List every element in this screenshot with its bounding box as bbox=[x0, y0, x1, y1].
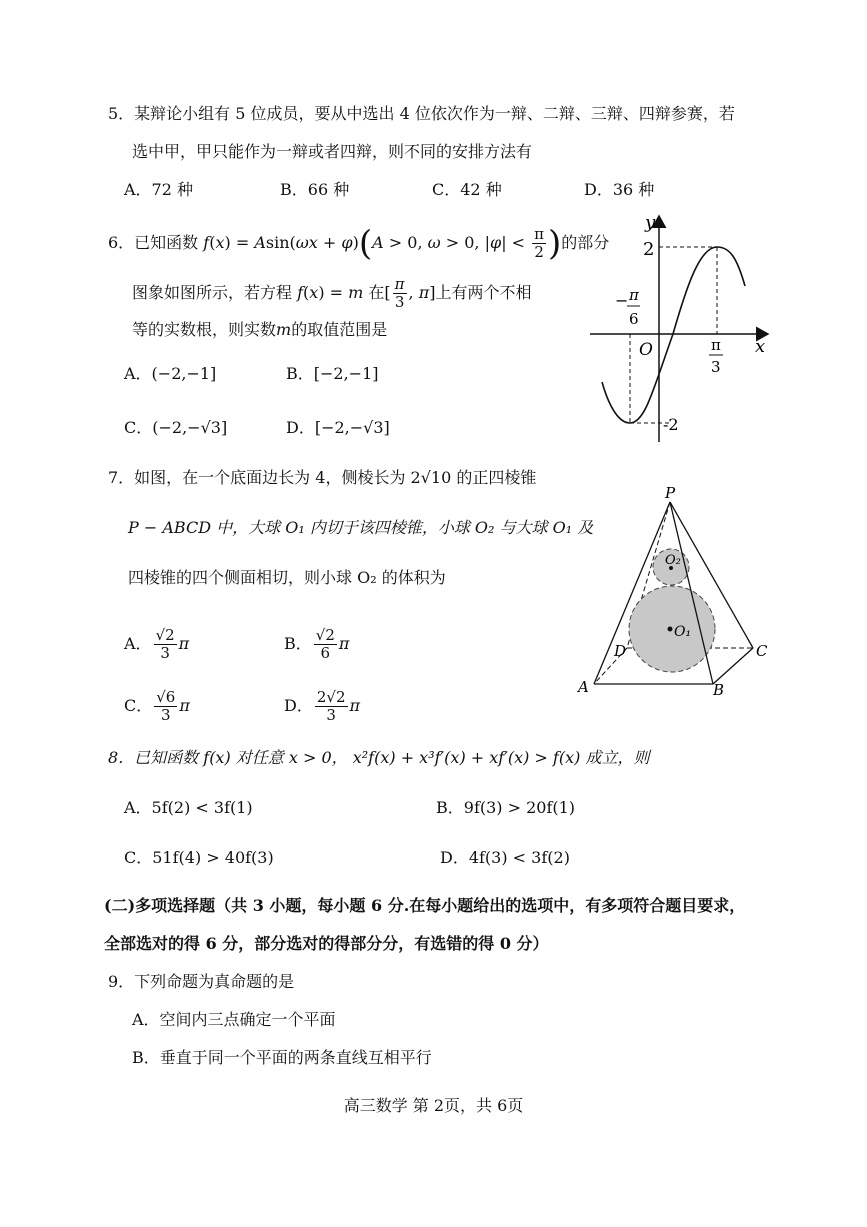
q6-sine-graph bbox=[585, 210, 785, 450]
q6-option-c: C．(−2,−√3] bbox=[124, 418, 228, 437]
q7-edge-value: 2√10 bbox=[410, 468, 452, 487]
origin-label: O bbox=[639, 340, 653, 360]
q8-option-a: A．5f(2) < 3f(1) bbox=[124, 798, 253, 817]
q6-suffix: 的部分 bbox=[561, 233, 610, 252]
label-P: P bbox=[665, 484, 676, 502]
q6-stem-line2: 图象如图所示，若方程 f(x) = m 在[ $\frac{\pi}{3}$ , π]上有两个不相 bbox=[132, 275, 532, 311]
label-O2: O₂ bbox=[665, 553, 681, 568]
q5-stem-line2: 选中甲，甲只能作为一辩或者四辩，则不同的安排方法有 bbox=[132, 142, 533, 161]
q5-stem-line1: 5．某辩论小组有 5 位成员，要从中选出 4 位依次作为一辩、二辩、三辩、四辩参赛，若 bbox=[108, 104, 735, 123]
q9-option-b: B．垂直于同一个平面的两条直线互相平行 bbox=[132, 1048, 432, 1067]
y-label: y bbox=[645, 212, 656, 233]
q7-option-c: C． $\frac{√6}{3}$ π bbox=[124, 688, 190, 724]
q6-stem-line3: 等的实数根，则实数m的取值范围是 bbox=[132, 320, 388, 339]
q7-stem-line3: 四棱锥的四个侧面相切，则小球 O₂ 的体积为 bbox=[128, 568, 446, 587]
q6-line2-a: 图象如图所示，若方程 bbox=[132, 283, 293, 302]
q5-option-b: B．66 种 bbox=[280, 180, 350, 199]
svg-text:π: π bbox=[629, 286, 639, 304]
q6-option-a: A．(−2,−1] bbox=[124, 364, 217, 383]
label-C: C bbox=[756, 642, 768, 660]
q7-option-b: B． $\frac{√2}{6}$ π bbox=[284, 626, 350, 662]
x-label: x bbox=[755, 336, 766, 357]
label-A: A bbox=[578, 678, 589, 696]
q6-prefix: 6．已知函数 bbox=[108, 233, 199, 252]
label-B: B bbox=[713, 681, 725, 699]
svg-text:3: 3 bbox=[711, 358, 721, 376]
q9-option-a: A．空间内三点确定一个平面 bbox=[132, 1010, 336, 1029]
q6-stem-line1: 6．已知函数 f(x) = Asin(ωx + φ)(A > 0, ω > 0, |φ| < $\frac{\pi}{2}$ )的部分 bbox=[108, 223, 610, 264]
q5-option-c: C．42 种 bbox=[432, 180, 502, 199]
q9-stem: 9．下列命题为真命题的是 bbox=[108, 972, 295, 991]
q7-stem-line1: 7．如图，在一个底面边长为 4，侧棱长为 2√10 的正四棱锥 bbox=[108, 468, 537, 487]
q8-stem: 8．已知函数 f(x) 对任意 x > 0， x²f(x) + x³f′(x) + xf′(x) > f(x) 成立，则 bbox=[108, 748, 650, 767]
xneg-tick-label bbox=[615, 286, 640, 328]
q8-option-b: B．9f(3) > 20f(1) bbox=[436, 798, 576, 817]
q7-pyramid-figure bbox=[570, 482, 770, 702]
q5-option-a: A．72 种 bbox=[124, 180, 194, 199]
svg-text:6: 6 bbox=[629, 310, 639, 328]
sine-curve bbox=[602, 247, 745, 423]
q8-option-d: D．4f(3) < 3f(2) bbox=[440, 848, 570, 867]
q6-line2-b: 在 bbox=[368, 283, 385, 302]
q7-option-a: A． $\frac{√2}{3}$ π bbox=[124, 626, 190, 662]
q6-line2-c: 上有两个不相 bbox=[435, 283, 532, 302]
edge-BC bbox=[713, 648, 753, 684]
q6-option-b: B．[−2,−1] bbox=[286, 364, 379, 383]
q6-option-d: D．[−2,−√3] bbox=[286, 418, 390, 437]
label-D: D bbox=[614, 642, 627, 660]
q5-option-d: D．36 种 bbox=[584, 180, 655, 199]
svg-text:π: π bbox=[711, 336, 721, 354]
ymax-label: 2 bbox=[643, 239, 655, 260]
page-footer: 高三数学 第 2页，共 6页 bbox=[343, 1096, 524, 1115]
section2-header-line2: 全部选对的得 6 分，部分选对的得部分分，有选错的得 0 分） bbox=[104, 934, 549, 953]
q7-option-d: D． $\frac{2√2}{3}$ π bbox=[284, 688, 361, 724]
xpos-tick-label bbox=[709, 336, 723, 376]
ymin-label: -2 bbox=[663, 415, 679, 434]
q8-option-c: C．51f(4) > 40f(3) bbox=[124, 848, 274, 867]
q7-stem-line2: P − ABCD 中，大球 O₁ 内切于该四棱锥，小球 O₂ 与大球 O₁ 及 bbox=[128, 518, 594, 537]
section2-header-line1: (二)多项选择题（共 3 小题，每小题 6 分.在每小题给出的选项中，有多项符合题目要求， bbox=[104, 896, 746, 915]
label-O1: O₁ bbox=[674, 624, 692, 640]
center-O1 bbox=[668, 627, 673, 632]
svg-text:−: − bbox=[615, 291, 629, 310]
